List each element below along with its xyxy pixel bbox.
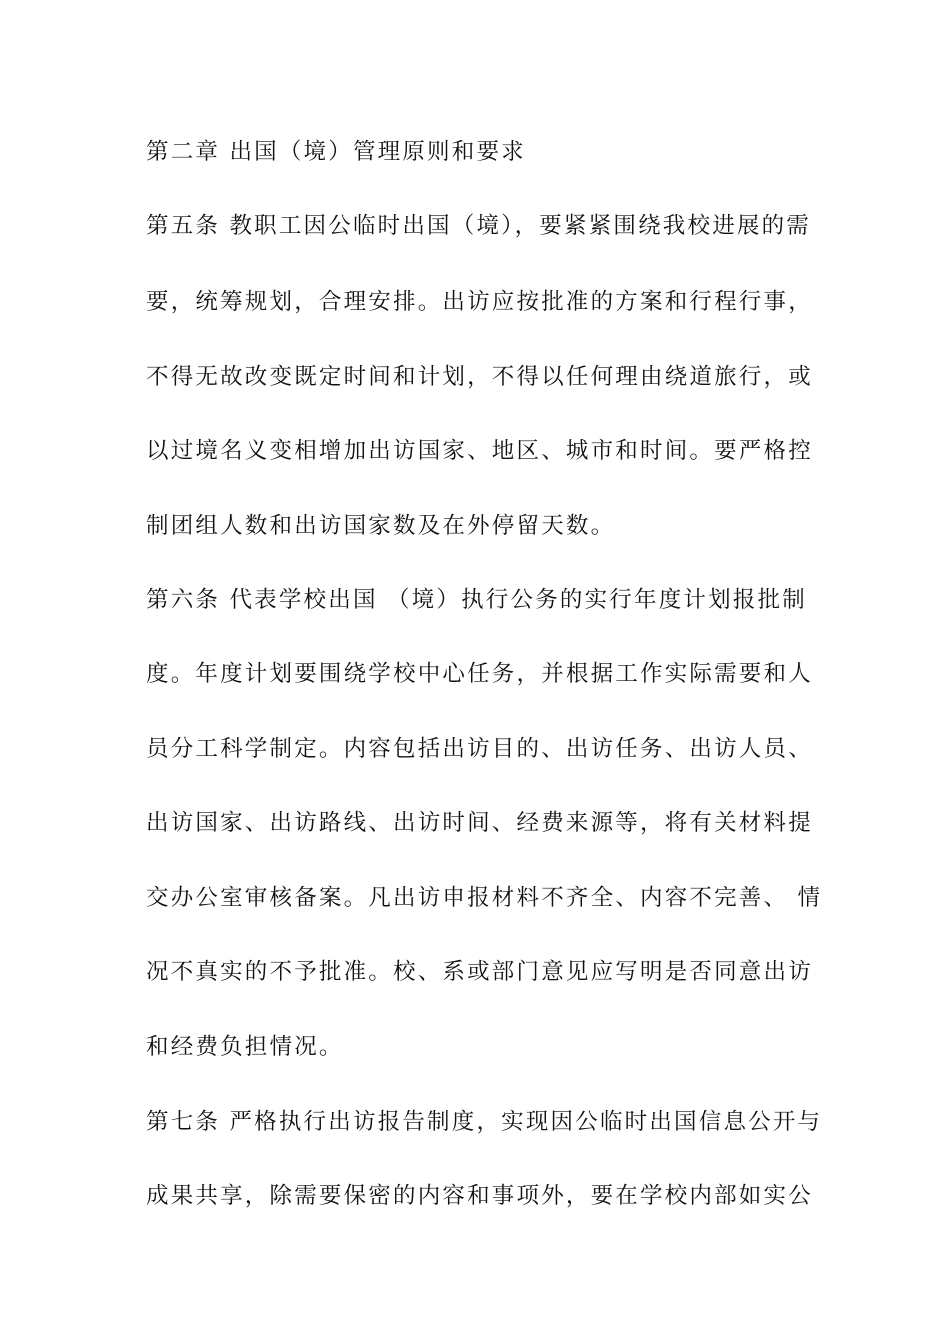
paragraph-line: 和经费负担情况。 [146,1034,344,1060]
paragraph-line: 制团组人数和出访国家数及在外停留天数。 [146,513,616,539]
paragraph-line: 以过境名义变相增加出访国家、地区、城市和时间。要严格控 [146,438,813,464]
paragraph-line: 要，统筹规划，合理安排。出访应按批准的方案和行程行事， [146,289,813,315]
paragraph-line: 第七条 严格执行出访报告制度，实现因公临时出国信息公开与 [146,1109,823,1135]
paragraph-line: 不得无故改变既定时间和计划，不得以任何理由绕道旅行，或 [146,364,813,390]
paragraph-line: 况不真实的不予批准。校、系或部门意见应写明是否同意出访 [146,959,813,985]
paragraph-line: 员分工科学制定。内容包括出访目的、出访任务、出访人员、 [146,736,813,762]
paragraph-line: 交办公室审核备案。凡出访申报材料不齐全、内容不完善、 情 [146,885,823,911]
paragraph-line: 第六条 代表学校出国 （境）执行公务的实行年度计划报批制 [146,587,807,613]
paragraph-line: 成果共享，除需要保密的内容和事项外，要在学校内部如实公 [146,1183,813,1209]
paragraph-line: 度。年度计划要围绕学校中心任务，并根据工作实际需要和人 [146,661,813,687]
paragraph-line: 第五条 教职工因公临时出国（境），要紧紧围绕我校进展的需 [146,213,812,239]
chapter-heading: 第二章 出国（境）管理原则和要求 [146,139,526,165]
paragraph-line: 出访国家、出访路线、出访时间、经费来源等，将有关材料提 [146,810,813,836]
